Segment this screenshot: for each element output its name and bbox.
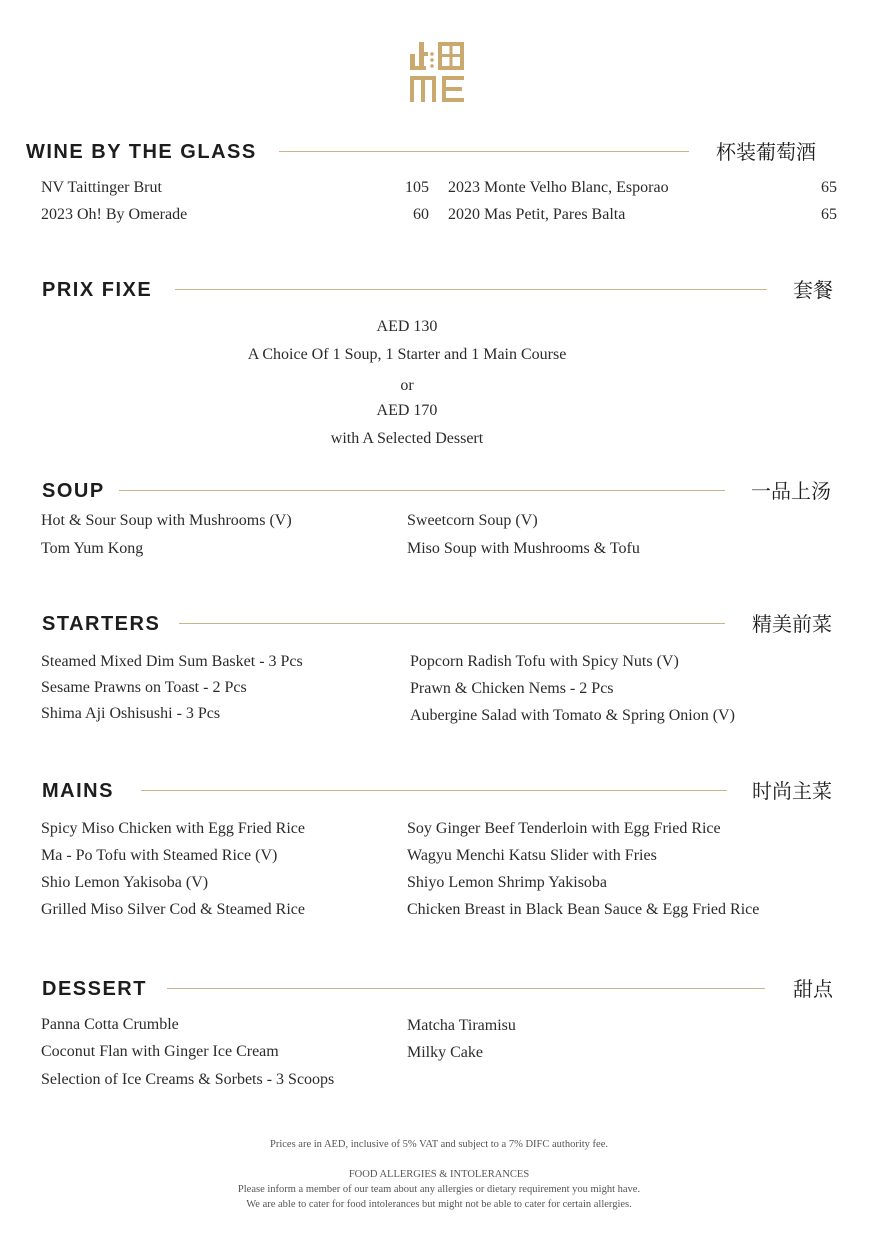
section-title-starters-cn: 精美前菜 — [752, 612, 832, 636]
menu-item-price: 65 — [821, 179, 837, 196]
menu-item: Wagyu Menchi Katsu Slider with Fries — [407, 847, 657, 864]
menu-item: Sweetcorn Soup (V) — [407, 512, 538, 529]
section-divider — [179, 623, 725, 624]
menu-item: Chicken Breast in Black Bean Sauce & Egg Fried Rice — [407, 901, 760, 918]
menu-item: Soy Ginger Beef Tenderloin with Egg Fried Rice — [407, 820, 721, 837]
menu-item: Shio Lemon Yakisoba (V) — [41, 874, 209, 891]
section-title-prix-fixe: PRIX FIXE — [42, 279, 153, 301]
section-title-dessert-cn: 甜点 — [793, 977, 833, 1001]
section-divider — [175, 289, 767, 290]
menu-item: 2023 Monte Velho Blanc, Esporao — [448, 179, 669, 196]
menu-item: Sesame Prawns on Toast - 2 Pcs — [41, 679, 247, 696]
menu-item: Milky Cake — [407, 1044, 483, 1061]
menu-item: Matcha Tiramisu — [407, 1017, 516, 1034]
section-title-wine-cn: 杯装葡萄酒 — [716, 140, 816, 164]
allergy-title: FOOD ALLERGIES & INTOLERANCES — [348, 1169, 530, 1180]
prix-fixe-price: AED 130 — [376, 318, 438, 335]
menu-item: Popcorn Radish Tofu with Spicy Nuts (V) — [410, 653, 679, 670]
restaurant-logo — [408, 40, 468, 104]
section-title-soup: SOUP — [42, 480, 105, 502]
section-divider — [119, 490, 725, 491]
menu-item-price: 65 — [821, 206, 837, 223]
prix-fixe-description: A Choice Of 1 Soup, 1 Starter and 1 Main Course — [247, 346, 567, 363]
section-title-mains: MAINS — [42, 780, 114, 802]
section-divider — [279, 151, 689, 152]
menu-item: Ma - Po Tofu with Steamed Rice (V) — [41, 847, 278, 864]
menu-item: Steamed Mixed Dim Sum Basket - 3 Pcs — [41, 653, 303, 670]
prix-fixe-or: or — [400, 377, 414, 394]
section-title-starters: STARTERS — [42, 613, 161, 635]
section-divider — [167, 988, 765, 989]
menu-item: Spicy Miso Chicken with Egg Fried Rice — [41, 820, 305, 837]
section-divider — [141, 790, 727, 791]
section-title-wine: WINE BY THE GLASS — [26, 141, 257, 163]
menu-item: Shiyo Lemon Shrimp Yakisoba — [407, 874, 608, 891]
menu-item: 2023 Oh! By Omerade — [41, 206, 188, 223]
allergy-note: Please inform a member of our team about any allergies or dietary requirement you might have. — [237, 1184, 641, 1195]
menu-item: NV Taittinger Brut — [41, 179, 162, 196]
menu-item: Shima Aji Oshisushi - 3 Pcs — [41, 705, 221, 722]
menu-item: Coconut Flan with Ginger Ice Cream — [41, 1043, 279, 1060]
section-title-soup-cn: 一品上汤 — [751, 479, 831, 503]
prices-note: Prices are in AED, inclusive of 5% VAT and subject to a 7% DIFC authority fee. — [270, 1139, 608, 1150]
menu-item: Panna Cotta Crumble — [41, 1016, 179, 1033]
prix-fixe-description: with A Selected Dessert — [330, 430, 484, 447]
section-title-mains-cn: 时尚主菜 — [752, 779, 832, 803]
menu-item: 2020 Mas Petit, Pares Balta — [448, 206, 626, 223]
menu-item: Grilled Miso Silver Cod & Steamed Rice — [41, 901, 305, 918]
menu-item-price: 60 — [413, 206, 429, 223]
menu-item: Prawn & Chicken Nems - 2 Pcs — [410, 680, 614, 697]
allergy-note: We are able to cater for food intolerances but might not be able to cater for certain allergies. — [246, 1199, 632, 1210]
prix-fixe-price: AED 170 — [376, 402, 438, 419]
menu-item: Tom Yum Kong — [41, 540, 144, 557]
menu-item: Aubergine Salad with Tomato & Spring Onion (V) — [410, 707, 735, 724]
menu-item: Miso Soup with Mushrooms & Tofu — [407, 540, 640, 557]
menu-item: Selection of Ice Creams & Sorbets - 3 Scoops — [41, 1071, 335, 1088]
menu-item: Hot & Sour Soup with Mushrooms (V) — [41, 512, 292, 529]
section-title-dessert: DESSERT — [42, 978, 147, 1000]
menu-item-price: 105 — [405, 179, 429, 196]
section-title-prix-fixe-cn: 套餐 — [793, 278, 833, 302]
